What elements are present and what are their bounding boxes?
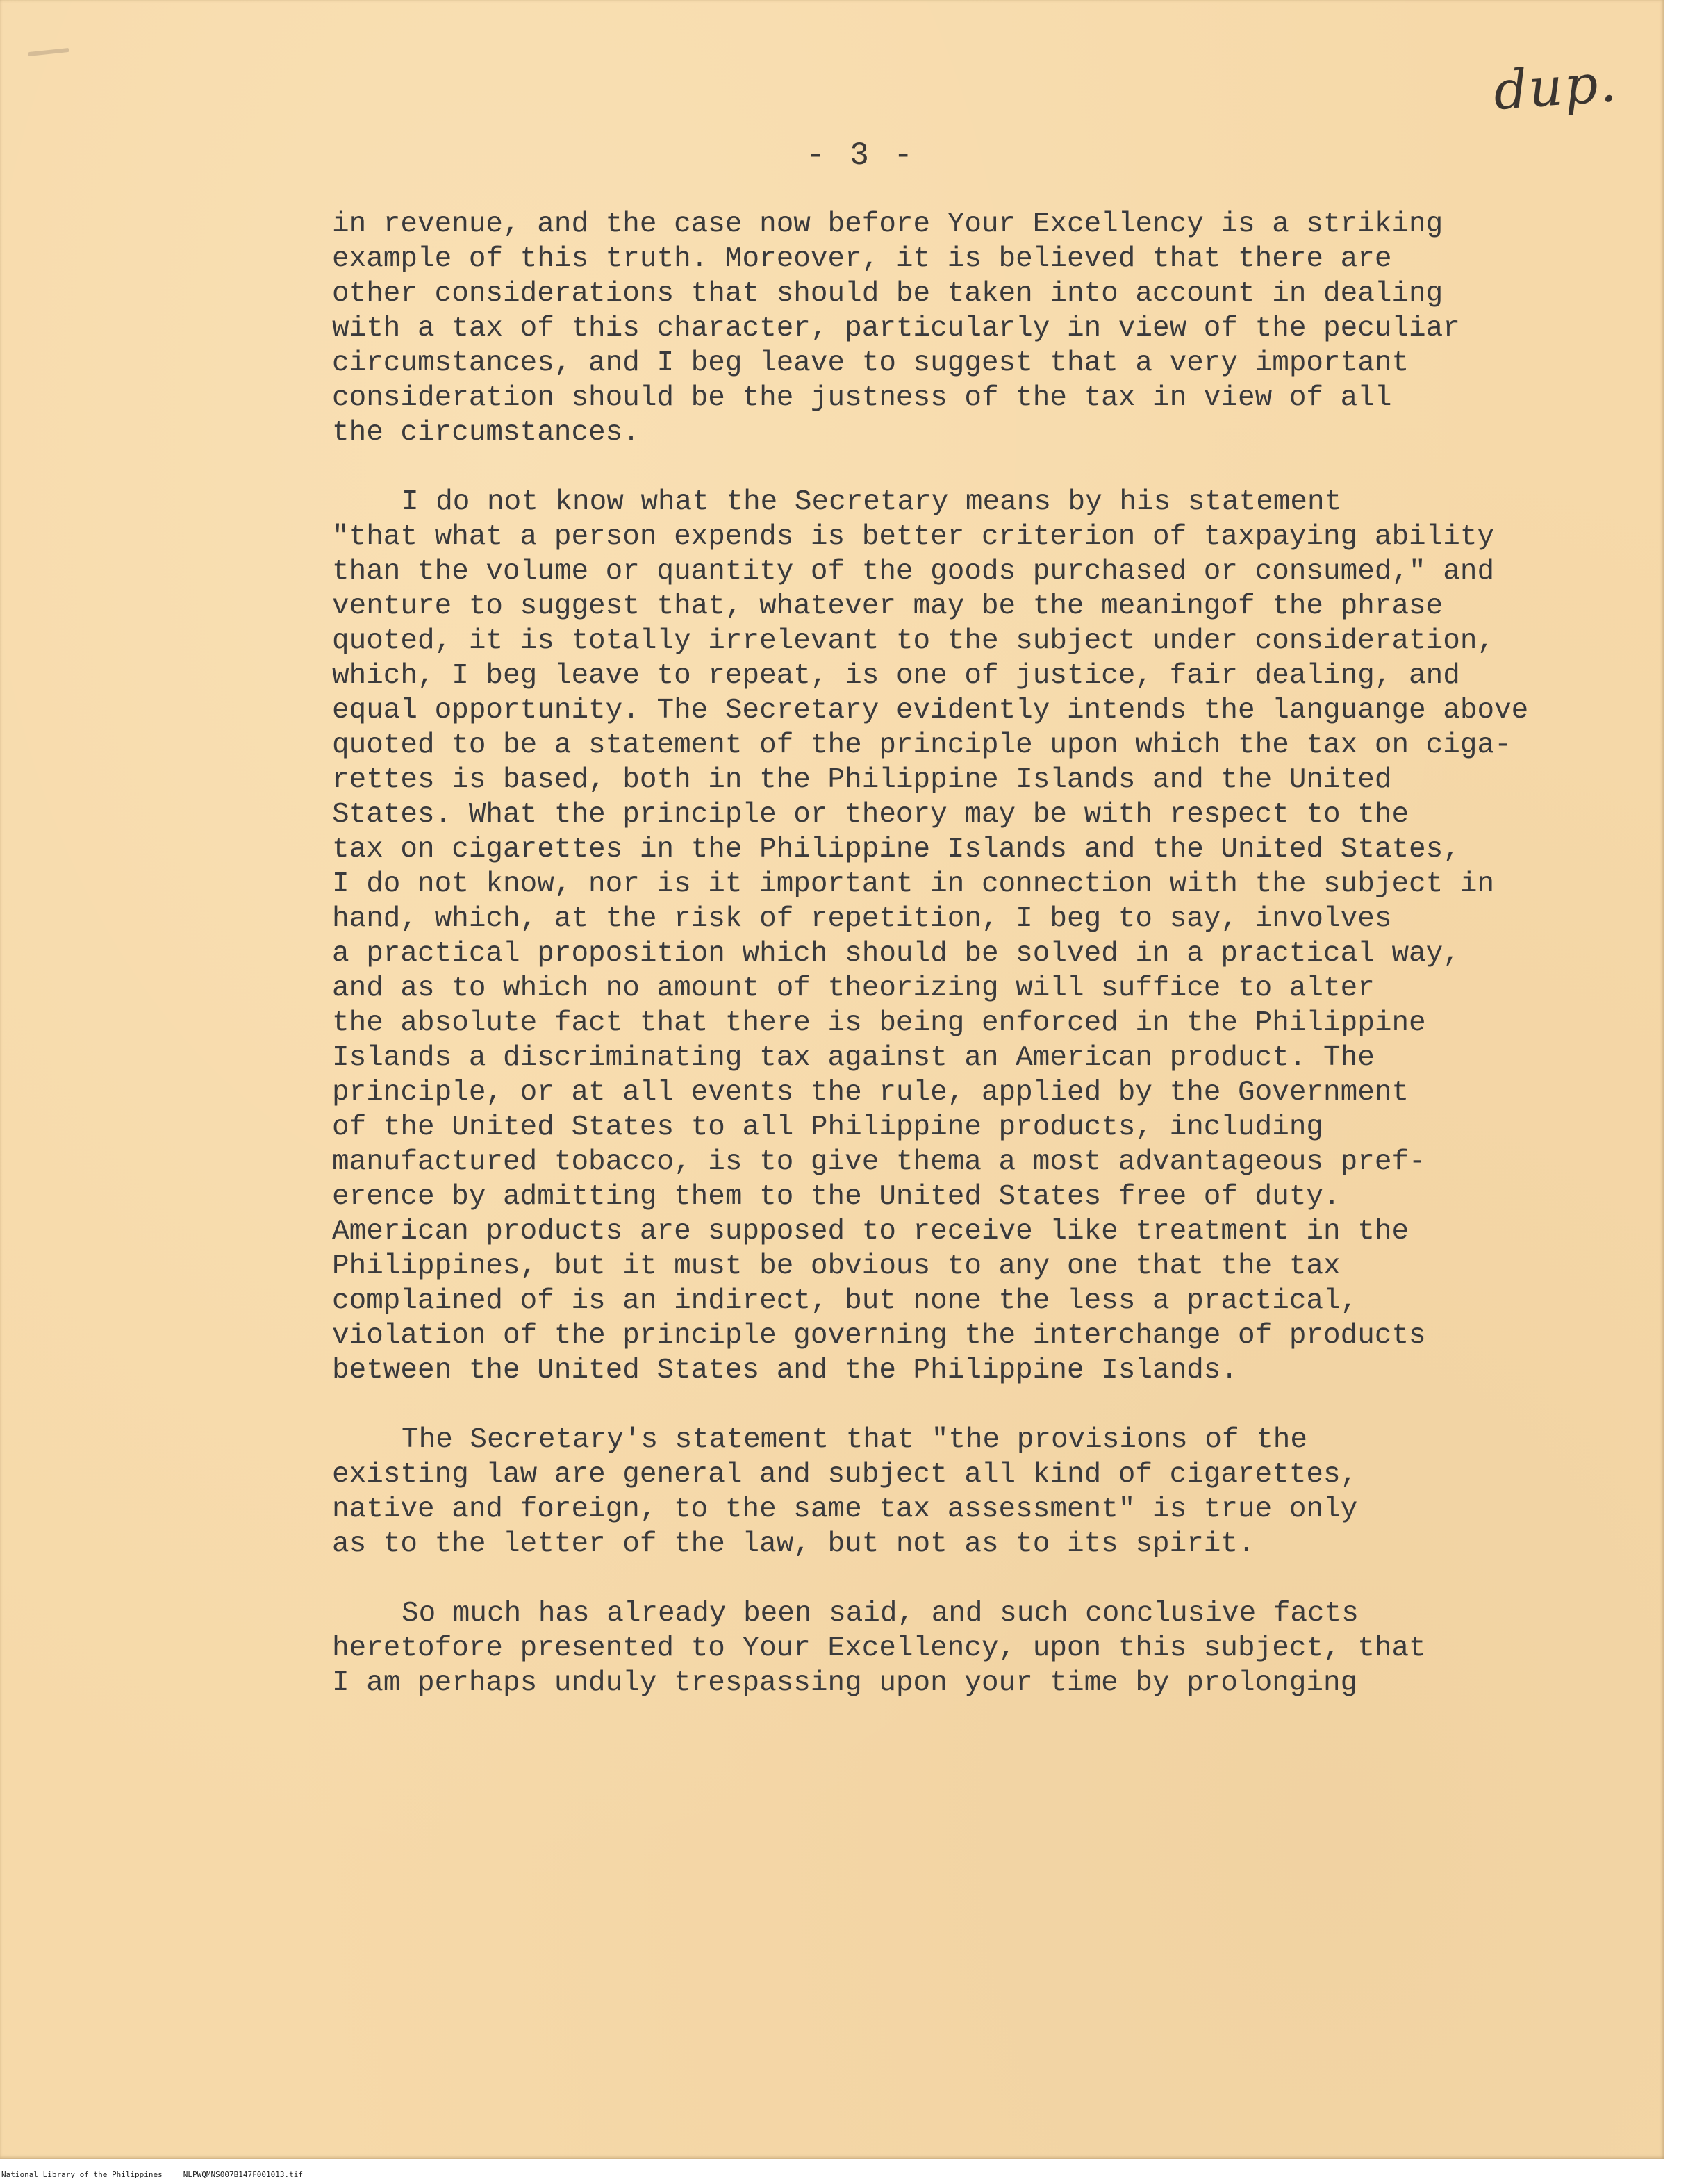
- text-line: So much has already been said, and such conclusive facts: [402, 1598, 1359, 1630]
- scan-smudge: [28, 48, 69, 56]
- handwritten-annotation: dup.: [1491, 51, 1620, 122]
- text-line: American products are supposed to receive like treatment in the: [332, 1216, 1409, 1248]
- paragraph-4: [332, 1596, 1596, 1701]
- paragraph-2: [332, 485, 1596, 1388]
- text-line: Islands a discriminating tax against an American product. The: [332, 1042, 1375, 1074]
- text-line: as to the letter of the law, but not as to its spirit.: [332, 1528, 1255, 1560]
- text-line: The Secretary's statement that "the provisions of the: [402, 1424, 1308, 1456]
- scan-footer: [1, 2170, 324, 2179]
- text-line: quoted to be a statement of the principle upon which the tax on ciga-: [332, 729, 1512, 761]
- text-line: I do not know what the Secretary means by his statement: [402, 486, 1342, 518]
- text-line: than the volume or quantity of the goods purchased or consumed," and: [332, 556, 1495, 588]
- text-line: States. What the principle or theory may be with respect to the: [332, 799, 1409, 831]
- text-line: violation of the principle governing the interchange of products: [332, 1320, 1426, 1352]
- text-line: complained of is an indirect, but none the less a practical,: [332, 1285, 1358, 1317]
- text-line: between the United States and the Philippine Islands.: [332, 1355, 1239, 1387]
- text-line: existing law are general and subject all kind of cigarettes,: [332, 1459, 1358, 1491]
- text-line: erence by admitting them to the United States free of duty.: [332, 1181, 1341, 1213]
- text-line: I do not know, nor is it important in connection with the subject in: [332, 868, 1495, 900]
- text-line: and as to which no amount of theorizing will suffice to alter: [332, 973, 1375, 1004]
- text-line: quoted, it is totally irrelevant to the subject under consideration,: [332, 625, 1495, 657]
- text-line: circumstances, and I beg leave to suggest that a very important: [332, 347, 1409, 379]
- text-line: of the United States to all Philippine products, including: [332, 1111, 1324, 1143]
- text-line: the circumstances.: [332, 417, 640, 449]
- footer-institution: National Library of the Philippines: [1, 2170, 163, 2179]
- text-line: hand, which, at the risk of repetition, I beg to say, involves: [332, 903, 1392, 935]
- text-line: other considerations that should be taken into account in dealing: [332, 278, 1443, 310]
- text-line: manufactured tobacco, is to give thema a most advantageous pref-: [332, 1146, 1426, 1178]
- text-line: consideration should be the justness of the tax in view of all: [332, 382, 1392, 414]
- text-line: native and foreign, to the same tax assessment" is true only: [332, 1494, 1358, 1525]
- text-line: a practical proposition which should be solved in a practical way,: [332, 938, 1460, 970]
- text-line: equal opportunity. The Secretary evidently intends the languange above: [332, 695, 1529, 727]
- text-line: rettes is based, both in the Philippine Islands and the United: [332, 764, 1392, 796]
- page-number: - 3 -: [806, 138, 916, 174]
- text-line: "that what a person expends is better criterion of taxpaying ability: [332, 521, 1495, 553]
- text-line: Philippines, but it must be obvious to any one that the tax: [332, 1250, 1341, 1282]
- text-line: tax on cigarettes in the Philippine Islands and the United States,: [332, 834, 1460, 866]
- text-line: I am perhaps unduly trespassing upon your time by prolonging: [332, 1667, 1358, 1699]
- text-line: in revenue, and the case now before Your Excellency is a striking: [332, 208, 1443, 240]
- text-line: with a tax of this character, particularly in view of the peculiar: [332, 313, 1460, 345]
- text-line: which, I beg leave to repeat, is one of justice, fair dealing, and: [332, 660, 1460, 692]
- text-line: venture to suggest that, whatever may be the meaningof the phrase: [332, 590, 1443, 622]
- text-line: principle, or at all events the rule, applied by the Government: [332, 1077, 1409, 1109]
- text-line: the absolute fact that there is being enforced in the Philippine: [332, 1007, 1426, 1039]
- footer-filename: NLPWQMNS007B147F001013.tif: [183, 2170, 303, 2179]
- paragraph-3: [332, 1423, 1596, 1562]
- text-line: example of this truth. Moreover, it is believed that there are: [332, 243, 1392, 275]
- letter-body: [332, 207, 1596, 1735]
- text-line: heretofore presented to Your Excellency, upon this subject, that: [332, 1632, 1426, 1664]
- paragraph-1: [332, 207, 1596, 450]
